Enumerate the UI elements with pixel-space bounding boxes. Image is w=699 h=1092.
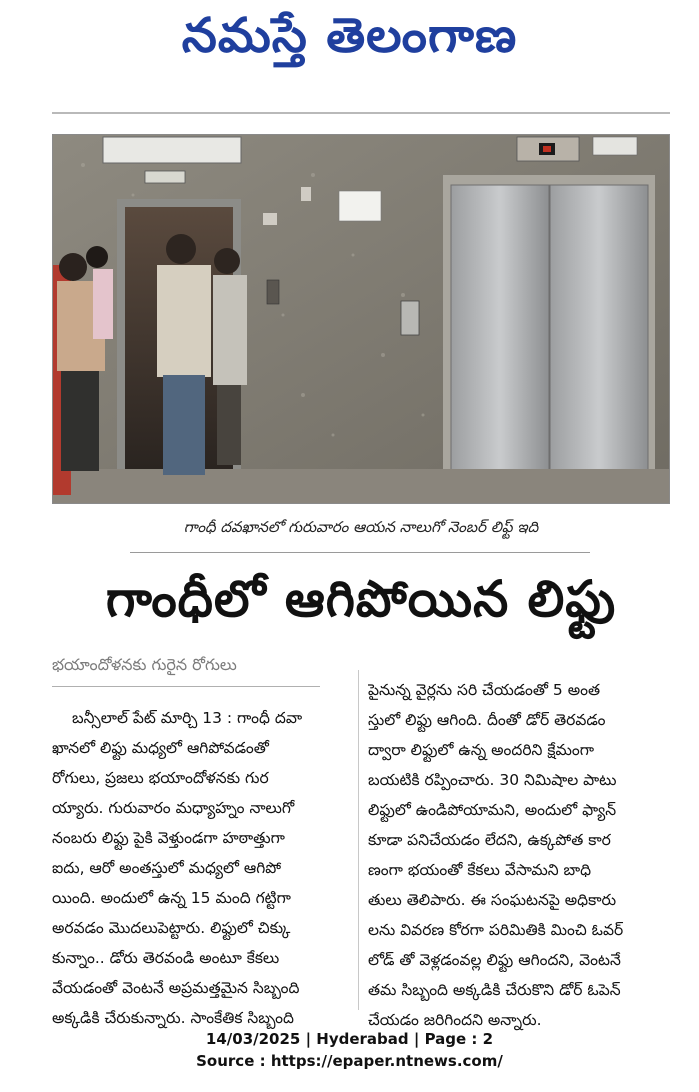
article-line: స్తులో లిఫ్టు ఆగింది. దీంతో డోర్ తెరవడం <box>368 711 606 729</box>
article-line: లిఫ్టులో ఉండిపోయామని, అందులో ఫ్యాన్ <box>368 801 617 819</box>
column-divider <box>358 670 359 1010</box>
article-line: నంబరు లిఫ్టు పైకి వెళ్తుండగా హఠాత్తుగా <box>52 829 285 847</box>
article-line: లను వివరణ కోరగా పరిమితికి మించి ఓవర్ <box>368 921 624 939</box>
article-line: తులు తెలిపారు. ఈ సంఘటనపై అధికారు <box>368 891 617 909</box>
lift-photo-illustration <box>53 135 670 504</box>
article-line: యింది. అందులో ఉన్న 15 మంది గట్టిగా <box>52 889 291 907</box>
article-line: వేయడంతో వెంటనే అప్రమత్తమైన సిబ్బంది <box>52 979 300 997</box>
article-line: అక్కడికి చేరుకున్నారు. సాంకేతిక సిబ్బంది <box>52 1009 294 1027</box>
article-line: చేయడం జరిగిందని అన్నారు. <box>368 1011 542 1029</box>
top-rule <box>52 112 670 114</box>
article-line: కూడా పనిచేయడం లేదని, ఉక్కపోత కార <box>368 831 611 849</box>
caption-rule <box>130 552 590 553</box>
article-line: ఖానలో లిఫ్టు మధ్యలో ఆగిపోవడంతో <box>52 739 269 757</box>
article-column-1 <box>52 703 352 1033</box>
footer-date-line: 14/03/2025 | Hyderabad | Page : 2 <box>205 1030 494 1048</box>
photo-caption: గాంధీ దవఖానలో గురువారం ఆయన నాలుగో నెంబర్ లిఫ్ట్ ఇది <box>183 518 539 536</box>
article-line: బయటికి రప్పించారు. 30 నిమిషాల పాటు <box>368 771 617 789</box>
article-line: లోడ్ తో వెళ్లడంవల్ల లిఫ్టు ఆగిందని, వెంటనే <box>368 951 621 969</box>
article-line: ఐదు, ఆరో అంతస్తులో మధ్యలో ఆగిపో <box>52 859 282 877</box>
masthead <box>0 0 699 82</box>
article-line: తమ సిబ్బంది అక్కడికి చేరుకొని డోర్ ఓపెన్ <box>368 981 621 999</box>
article-line: ద్వారా లిఫ్టులో ఉన్న అందరిని క్షేమంగా <box>368 741 594 759</box>
subheadline-rule <box>52 686 320 687</box>
article-column-2 <box>368 675 670 1035</box>
footer-source-line: Source : https://epaper.ntnews.com/ <box>196 1052 503 1070</box>
headline: గాంధీలో ఆగిపోయిన లిఫ్టు <box>105 570 617 628</box>
article-line: రోగులు, ప్రజలు భయాందోళనకు గుర <box>52 769 269 787</box>
article-line: య్యారు. గురువారం మధ్యాహ్నం నాలుగో <box>52 799 295 817</box>
masthead-title: నమస్తే తెలంగాణ <box>181 6 518 63</box>
article-line: పైనున్న వైర్లను సరి చేయడంతో 5 అంత <box>368 681 601 699</box>
article-line: అరవడం మొదలుపెట్టారు. లిఫ్టులో చిక్కు <box>52 919 291 937</box>
news-photo <box>52 134 670 504</box>
subheadline: భయాందోళనకు గురైన రోగులు <box>52 655 237 674</box>
article-line: బన్సీలాల్ పేట్ మార్చి 13 : గాంధీ దవా <box>72 709 303 727</box>
article-line: కున్నాం.. డోరు తెరవండి అంటూ కేకలు <box>52 949 280 967</box>
article-line: ణంగా భయంతో కేకలు వేసామని బాధి <box>368 861 592 879</box>
